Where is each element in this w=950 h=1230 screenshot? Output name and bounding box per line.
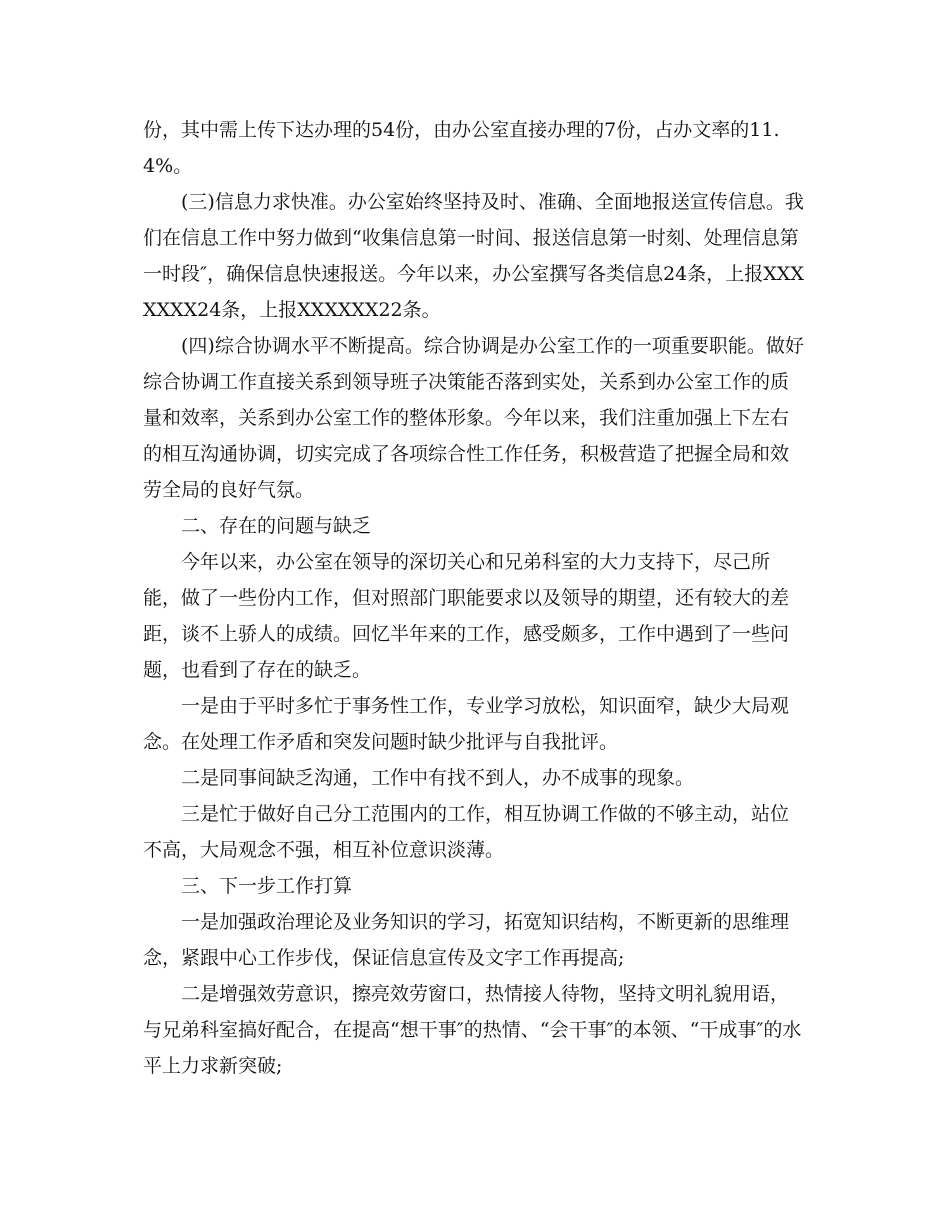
section-heading-next-steps: 三、下一步工作打算 <box>181 875 353 897</box>
paragraph-problem-three: 三是忙于做好自己分工范围内的工作，相互协调工作做的不够主动，站位不高，大局观念不强，相互补位意识淡薄。 <box>143 803 790 861</box>
paragraph-coordination: (四)综合协调水平不断提高。综合协调是办公室工作的一项重要职能。做好综合协调工作直接关系到领导班子决策能否落到实处，关系到办公室工作的质量和效率，关系到办公室工作的整体形象。今年以来，我们注重加强上下左右的相互沟通协调，切实完成了各项综合性工作任务，积极营造了把握全局和效劳全局的良好气氛。 <box>143 335 804 501</box>
paragraph-problem-two: 二是同事间缺乏沟通，工作中有找不到人，办不成事的现象。 <box>181 767 695 789</box>
paragraph-office-doc-stats: 份，其中需上传下达办理的54份，由办公室直接办理的7份，占办文率的11.4%。 <box>143 119 780 177</box>
paragraph-plan-one: 一是加强政治理论及业务知识的学习，拓宽知识结构，不断更新的思维理念，紧跟中心工作步伐，保证信息宣传及文字工作再提高; <box>143 911 790 969</box>
paragraph-info-speed: (三)信息力求快准。办公室始终坚持及时、准确、全面地报送宣传信息。我们在信息工作中努力做到“收集信息第一时间、报送信息第一时刻、处理信息第一时段″，确保信息快速报送。今年以来，办公室撰写各类信息24条，上报XXXXXXX24条，上报XXXXXX22条。 <box>143 191 804 321</box>
paragraph-plan-two: 二是增强效劳意识，擦亮效劳窗口，热情接人待物，坚持文明礼貌用语，与兄弟科室搞好配合，在提高“想干事″的热情、“会干事″的本领、“干成事″的水平上力求新突破; <box>143 983 802 1077</box>
paragraph-problem-one: 一是由于平时多忙于事务性工作，专业学习放松，知识面窄，缺少大局观念。在处理工作矛盾和突发问题时缺少批评与自我批评。 <box>143 695 790 753</box>
paragraph-problems-intro: 今年以来，办公室在领导的深切关心和兄弟科室的大力支持下，尽己所能，做了一些份内工作，但对照部门职能要求以及领导的期望，还有较大的差距，谈不上骄人的成绩。回忆半年来的工作，感受颇多，工作中遇到了一些问题，也看到了存在的缺乏。 <box>143 551 790 681</box>
document-body <box>143 112 805 1084</box>
section-heading-problems: 二、存在的问题与缺乏 <box>181 515 372 537</box>
